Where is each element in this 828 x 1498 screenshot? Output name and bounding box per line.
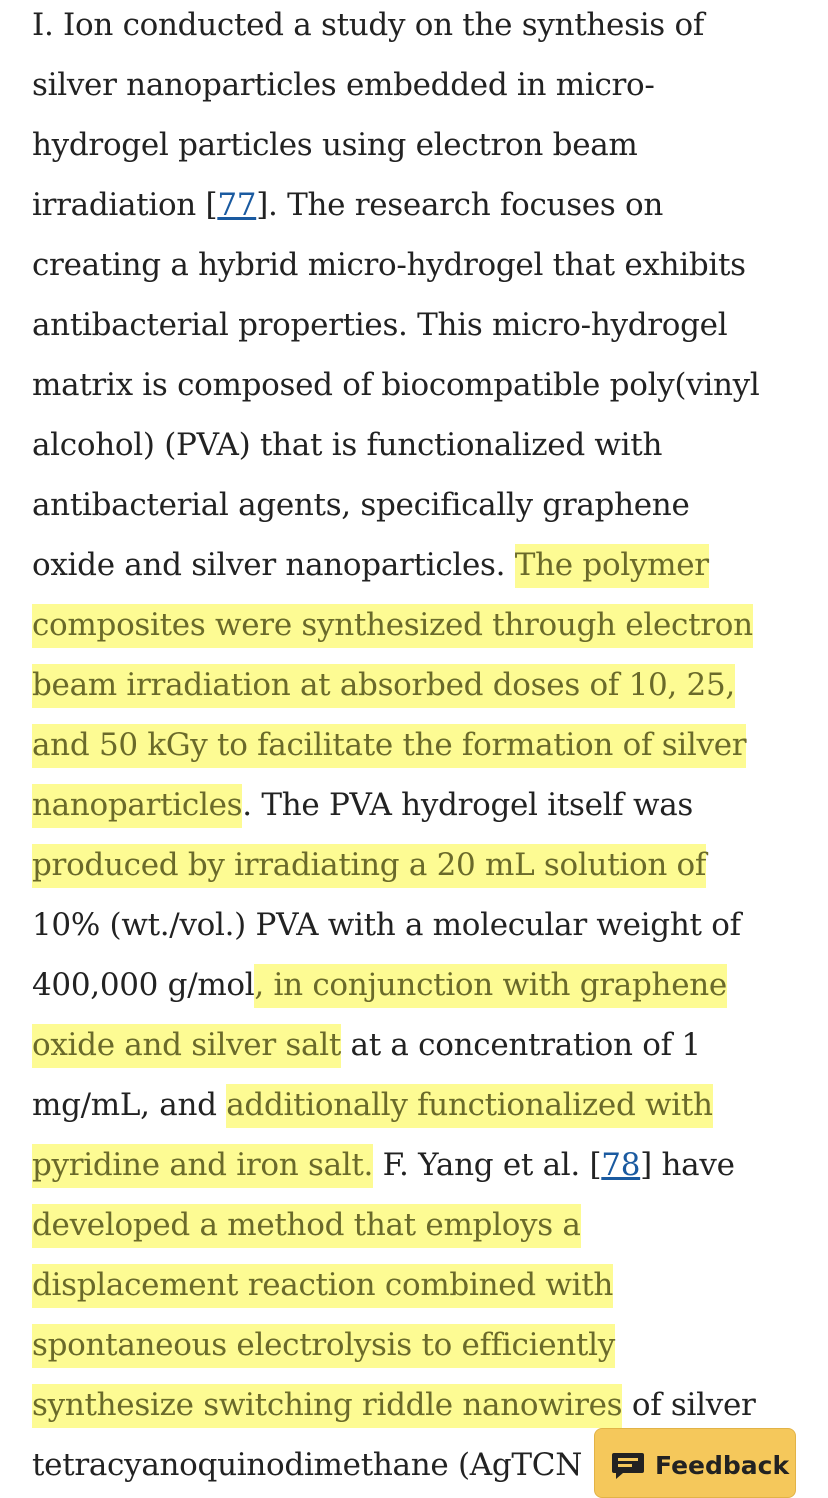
highlighted-text: pyridine and iron salt. (32, 1144, 373, 1188)
body-text: creating a hybrid micro-hydrogel that exhibits (32, 247, 746, 283)
body-text: 400,000 g/mol (32, 967, 255, 1003)
citation-link[interactable]: 78 (601, 1147, 641, 1183)
body-text: hydrogel particles using electron beam (32, 127, 638, 163)
text-line (32, 715, 822, 775)
chat-bubble-icon (611, 1451, 645, 1481)
article-paragraph (32, 0, 822, 1495)
text-line (32, 1315, 822, 1375)
text-line (32, 535, 822, 595)
body-text: silver nanoparticles embedded in micro- (32, 67, 655, 103)
text-line (32, 1375, 822, 1435)
text-line (32, 1195, 822, 1255)
highlighted-text: additionally functionalized with (226, 1084, 713, 1128)
highlighted-text: developed a method that employs a (32, 1204, 581, 1248)
body-text: 10% (wt./vol.) PVA with a molecular weight of (32, 907, 741, 943)
body-text: antibacterial properties. This micro-hydrogel (32, 307, 728, 343)
body-text: matrix is composed of biocompatible poly(vinyl (32, 367, 760, 403)
body-text: ] have (640, 1147, 735, 1183)
body-text: mg/mL, and (32, 1087, 227, 1123)
text-line (32, 595, 822, 655)
text-line (32, 1075, 822, 1135)
highlighted-text: produced by irradiating a 20 mL solution of (32, 844, 706, 888)
text-line (32, 115, 822, 175)
body-text: at a concentration of 1 (340, 1027, 701, 1063)
body-text: of silver (622, 1387, 756, 1423)
body-text: antibacterial agents, specifically graphene (32, 487, 690, 523)
text-line (32, 775, 822, 835)
text-line (32, 55, 822, 115)
text-line (32, 895, 822, 955)
body-text: ]. The research focuses on (256, 187, 664, 223)
text-line (32, 175, 822, 235)
body-text: I. Ion conducted a study on the synthesis of (32, 7, 705, 43)
text-line (32, 0, 822, 55)
highlighted-text: , in conjunction with graphene (254, 964, 727, 1008)
highlighted-text: beam irradiation at absorbed doses of 10, 25, (32, 664, 735, 708)
text-line (32, 355, 822, 415)
body-text: F. Yang et al. [ (373, 1147, 602, 1183)
highlighted-text: and 50 kGy to facilitate the formation of silver (32, 724, 746, 768)
highlighted-text: nanoparticles (32, 784, 242, 828)
highlighted-text: The polymer (515, 544, 709, 588)
highlighted-text: spontaneous electrolysis to efficiently (32, 1324, 615, 1368)
highlighted-text: oxide and silver salt (32, 1024, 341, 1068)
text-line (32, 1255, 822, 1315)
text-line (32, 835, 822, 895)
body-text: . The PVA hydrogel itself was (242, 787, 694, 823)
body-text: oxide and silver nanoparticles. (32, 547, 515, 583)
text-line (32, 1015, 822, 1075)
text-line (32, 655, 822, 715)
highlighted-text: synthesize switching riddle nanowires (32, 1384, 622, 1428)
text-line (32, 415, 822, 475)
text-line (32, 235, 822, 295)
text-line (32, 475, 822, 535)
body-text: alcohol) (PVA) that is functionalized with (32, 427, 663, 463)
text-line (32, 955, 822, 1015)
highlighted-text: displacement reaction combined with (32, 1264, 613, 1308)
text-line (32, 1135, 822, 1195)
body-text: tetracyanoquinodimethane (AgTCN (32, 1447, 583, 1483)
text-line (32, 295, 822, 355)
feedback-label: Feedback (655, 1451, 790, 1480)
highlighted-text: composites were synthesized through electron (32, 604, 753, 648)
citation-link[interactable]: 77 (217, 187, 257, 223)
body-text: irradiation [ (32, 187, 218, 223)
